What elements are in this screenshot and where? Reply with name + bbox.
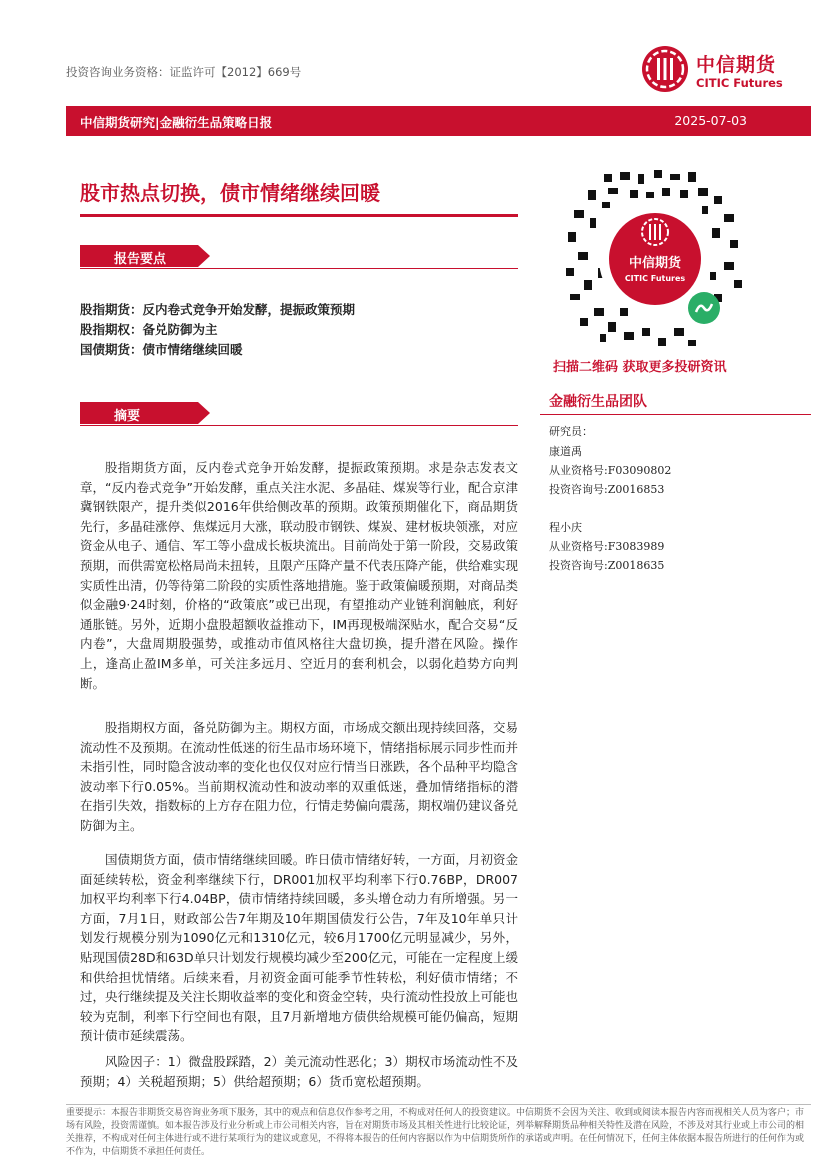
summary-paragraph-bonds: 国债期货方面，债市情绪继续回暖。昨日债市情绪好转，一方面，月初资金面延续转松，资金利率继续下行，DR001加权平均利率下行0.76BP，DR007加权平均利率下行4.04BP，债市情绪持续回暖，多头增仓动力有所增强。另一方面，7月1日，财政部公告7年期及10年期国债发行公告，7年及10年单只计划发行规模分别为1090亿元和1310亿元，较6月1700亿元明显减少，另外，贴现国债28D和63D单只计划发行规模均减少至200亿元，可能在一定程度上缓和供给担忧情绪。后续来看，月初资金面可能季节性转松，利好债市情绪；不过，央行继续提及关注长期收益率的变化和资金空转，央行流动性投放上可能也较为克制，利率下行空间也有限，且7月新增地方债供给规模可能仍偏高，短期预计债市延续震荡。 — [80, 852, 518, 1044]
report-date: 2025-07-03 — [674, 113, 747, 128]
researcher-advisory-number: 投资咨询号:Z0016853 — [549, 483, 665, 496]
report-title: 股市热点切换，债市情绪继续回暖 — [80, 181, 380, 205]
key-point-item: 股指期货：反内卷式竞争开始发酵，提振政策预期 — [80, 302, 356, 317]
summary-paragraph-options: 股指期权方面，备兑防御为主。期权方面，市场成交额出现持续回落，交易流动性不及预期。在流动性低迷的衍生品市场环境下，情绪指标展示同步性而并未指引性，同时隐含波动率的变化也仅仅对应行情当日涨跌，各个品种平均隐含波动率下行0.05%。当前期权流动性和波动率的双重低迷，叠加情绪指标的潜在指引失效，指数标的上方存在阻力位，行情走势偏向震荡，期权端仍建议备兑防御为主。 — [80, 720, 518, 833]
researcher-name: 程小庆 — [549, 521, 582, 534]
title-underline — [80, 214, 518, 217]
report-series: 中信期货研究|金融衍生品策略日报 — [80, 115, 273, 130]
license-text: 投资咨询业务资格：证监许可【2012】669号 — [66, 65, 302, 79]
report-header-bar — [66, 106, 811, 136]
key-point-item: 国债期货：债市情绪继续回暖 — [80, 342, 243, 357]
researcher-qualification: 从业资格号:F03090802 — [549, 464, 672, 477]
qr-logo-english: CITIC Futures — [624, 274, 686, 283]
qr-caption: 扫描二维码 获取更多投研资讯 — [553, 360, 727, 375]
researcher-advisory-number: 投资咨询号:Z0018635 — [549, 559, 665, 572]
researcher-label: 研究员： — [549, 425, 593, 438]
sidebar-divider — [540, 414, 811, 415]
key-point-item: 股指期权：备兑防御为主 — [80, 322, 218, 337]
citic-logo — [640, 44, 810, 100]
summary-paragraph-risks: 风险因子：1）微盘股踩踏，2）美元流动性恶化；3）期权市场流动性不及预期；4）关税超预期；5）供给超预期；6）货币宽松超预期。 — [80, 1054, 518, 1089]
logo-chinese-name: 中信期货 — [696, 54, 777, 76]
qr-code[interactable] — [564, 168, 746, 350]
disclaimer: 重要提示：本报告非期货交易咨询业务项下服务，其中的观点和信息仅作参考之用，不构成对任何人的投资建议。中信期货不会因为关注、收到或阅读本报告内容而视相关人员为客户；市场有风险，投资需谨慎。如本报告涉及行业分析或上市公司相关内容，旨在对期货市场及其相关性进行比较论证，列举解释期货品种相关特性及潜在风险，不涉及对其行业或上市公司的相关推荐，不构成对任何主体进行或不进行某项行为的建议或意见，不得将本报告的任何内容据以作为中信期货所作的承诺或声明。在任何情况下，任何主体依据本报告所进行的任何作为或不作为，中信期货不承担任何责任。 — [66, 1108, 805, 1157]
logo-english-name: CITIC Futures — [696, 76, 783, 90]
qr-logo-chinese: 中信期货 — [628, 256, 682, 271]
summary-header — [80, 402, 518, 424]
footer-divider — [66, 1104, 811, 1105]
team-name: 金融衍生品团队 — [549, 394, 647, 410]
summary-heading: 摘要 — [114, 409, 141, 424]
summary-paragraph-futures: 股指期货方面，反内卷式竞争开始发酵，提振政策预期。求是杂志发表文章，“反内卷式竞争”开始发酵，重点关注水泥、多晶硅、煤炭等行业，配合京津冀钢铁限产，提升类似2016年供给侧改革的预期。政策预期催化下，商品期货先行，多晶硅涨停、焦煤远月大涨，联动股市钢铁、煤炭、建材板块领涨，对应资金从电子、通信、军工等小盘成长板块流出。目前尚处于第一阶段，交易政策预期，而供需宽松格局尚未扭转，且限产压降产量不代表压降产能，供给难实现实质性出清，仍等待第二阶段的实质性落地措施。鉴于政策偏暖预期，对商品类似金融9·24时刻，价格的“政策底”或已出现，有望推动产业链利润触底，利好通胀链。另外，近期小盘股超额收益推动下，IM再现极端深贴水，配合交易“反内卷”，大盘周期股强势，或推动市值风格往大盘切换，提升潜在风险。操作上，逢高止盈IM多单，可关注多远月、空近月的套利机会，以弱化趋势方向判断。 — [80, 460, 518, 691]
researcher-qualification: 从业资格号:F3083989 — [549, 540, 665, 553]
key-points-heading: 报告要点 — [114, 252, 167, 267]
key-points-header — [80, 245, 518, 267]
citic-emblem-icon — [640, 44, 690, 94]
researcher-name: 康道禹 — [549, 445, 582, 458]
